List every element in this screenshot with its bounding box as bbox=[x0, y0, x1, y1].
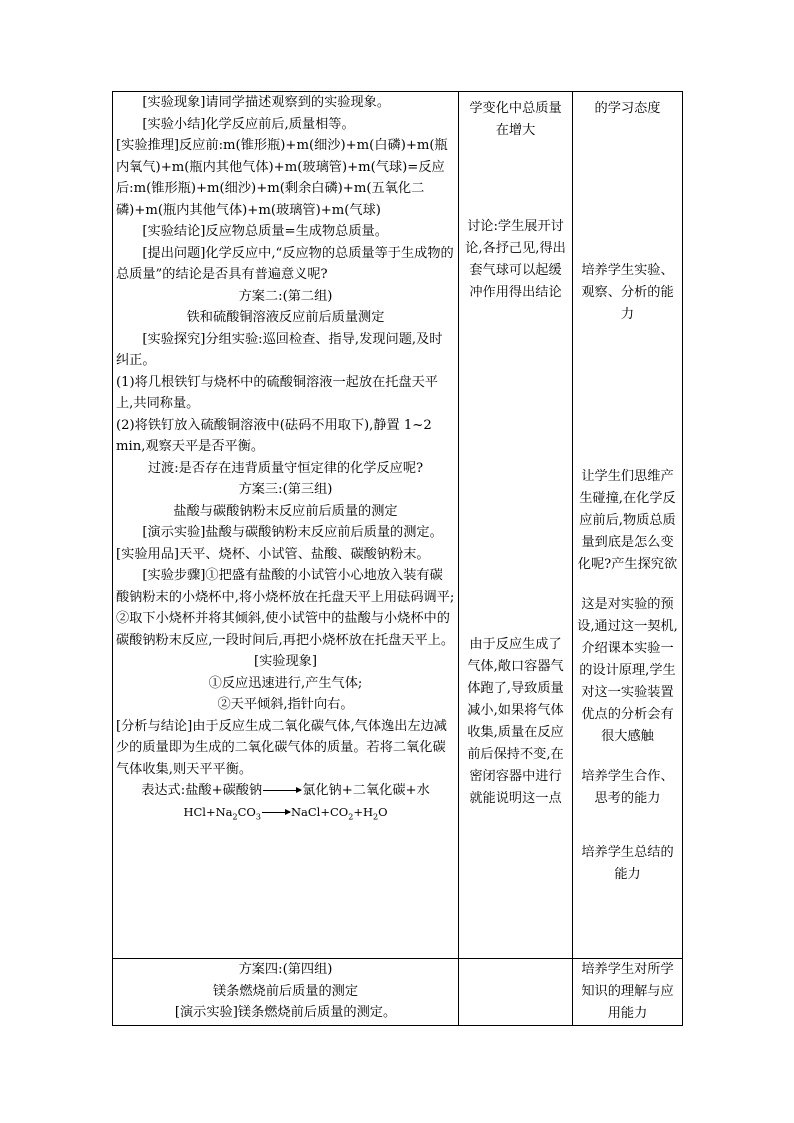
student-note-mass: 学变化中总质量在增大 bbox=[469, 101, 562, 138]
intent-application: 培养学生对所学知识的理解与应用能力 bbox=[581, 962, 674, 1021]
teacher-activity-cell bbox=[113, 959, 459, 1026]
intent-attitude: 的学习态度 bbox=[594, 101, 661, 116]
experiment-step-2: ②取下小烧杯并将其倾斜,使小试管中的盐酸与小烧杯中的碳酸钠粉末反应,一段时间后,再把小烧杯放在托盘天平上。 bbox=[116, 611, 455, 648]
experiment-summary: [实验小结]化学反应前后,质量相等。 bbox=[142, 116, 355, 132]
plan-two-step-1: (1)将几根铁钉与烧杯中的硫酸铜溶液一起放在托盘天平上,共同称量。 bbox=[116, 374, 438, 411]
chemical-equation bbox=[113, 802, 458, 828]
plan-four-title: 镁条燃烧前后质量的测定 bbox=[212, 983, 359, 999]
eq-part: CO bbox=[237, 804, 256, 819]
transition-question: 过渡:是否存在违背质量守恒定律的化学反应呢? bbox=[147, 460, 424, 476]
experiment-conclusion: [实验结论]反应物总质量=生成物总质量。 bbox=[142, 224, 388, 239]
student-activity-cell bbox=[459, 92, 573, 959]
reaction-arrow-icon bbox=[262, 812, 290, 813]
student-note-discussion: 讨论:学生展开讨论,各抒己见,得出套气球可以起缓冲作用得出结论 bbox=[465, 219, 566, 300]
eq-subscript: 2 bbox=[372, 811, 379, 821]
table-row bbox=[113, 92, 683, 959]
eq-part: NaCl+CO bbox=[290, 804, 349, 819]
experiment-supplies: [实验用品]天平、烧杯、小试管、盐酸、碳酸钠粉末。 bbox=[116, 546, 430, 562]
plan-three-title: 盐酸与碳酸钠粉末反应前后质量的测定 bbox=[173, 503, 398, 519]
plan-four-heading: 方案四:(第四组) bbox=[238, 962, 333, 977]
experiment-phenomenon-prompt: [实验现象]请同学描述观察到的实验现象。 bbox=[142, 95, 391, 110]
intent-preset: 这是对实验的预设,通过这一契机,介绍课本实验一的设计原理,学生对这一实验装置优点的分析会有很大感触 bbox=[577, 597, 678, 744]
eq-part: +H bbox=[353, 804, 373, 819]
plan-two-step-2: (2)将铁钉放入硫酸铜溶液中(砝码不用取下),静置 1~2 min,观察天平是否平衡。 bbox=[116, 417, 432, 454]
reaction-arrow-icon bbox=[263, 790, 301, 791]
design-intent-cell bbox=[573, 92, 683, 959]
analysis-conclusion: [分析与结论]由于反应生成二氧化碳气体,气体逸出左边减少的质量即为生成的二氧化碳气体的质量。若将二氧化碳气体收集,则天平平衡。 bbox=[116, 718, 447, 777]
plan-two-heading: 方案二:(第二组) bbox=[238, 288, 333, 304]
design-intent-cell bbox=[573, 959, 683, 1026]
demo-experiment: [演示实验]盐酸与碳酸钠粉末反应前后质量的测定。 bbox=[142, 525, 443, 540]
phenomenon-heading: [实验现象] bbox=[253, 654, 318, 669]
plan-three-heading: 方案三:(第三组) bbox=[238, 482, 333, 497]
intent-experiment-skills: 培养学生实验、观察、分析的能力 bbox=[581, 263, 674, 322]
table-row bbox=[113, 959, 683, 1026]
word-equation-reactants: 表达式:盐酸+碳酸钠 bbox=[141, 783, 263, 798]
word-equation-products: 氯化钠+二氧化碳+水 bbox=[302, 783, 430, 798]
eq-part: HCl+Na bbox=[183, 804, 233, 819]
student-activity-cell bbox=[459, 959, 573, 1026]
eq-part: O bbox=[378, 804, 388, 819]
phenomenon-1: ①反应迅速进行,产生气体; bbox=[208, 675, 363, 691]
phenomenon-2: ②天平倾斜,指针向右。 bbox=[217, 697, 354, 712]
teacher-activity-cell bbox=[113, 92, 459, 959]
intent-curiosity: 让学生们思维产生碰撞,在化学反应前后,物质总质量到底是怎么变化呢?产生探究欲 bbox=[577, 469, 678, 572]
eq-subscript: 2 bbox=[232, 811, 238, 821]
intent-summary: 培养学生总结的能力 bbox=[581, 845, 674, 882]
word-equation bbox=[113, 780, 458, 802]
experiment-reasoning: [实验推理]反应前:m(锥形瓶)+m(细沙)+m(白磷)+m(瓶内氧气)+m(瓶内其他气体)+m(玻璃管)+m(气球)=反应后:m(锥形瓶)+m(细沙)+m(剩余白磷)+m(五氧化二磷)+m(瓶内其他气体)+m(玻璃管)+m(气球) bbox=[116, 138, 448, 218]
plan-two-title: 铁和硫酸铜溶液反应前后质量测定 bbox=[186, 310, 385, 325]
eq-subscript: 3 bbox=[255, 811, 261, 821]
lesson-plan-table bbox=[112, 91, 683, 1026]
student-note-gas: 由于反应生成了气体,敞口容器气体跑了,导致质量减小,如果将气体收集,质量在反应前后保持不变,在密闭容器中进行就能说明这一点 bbox=[467, 637, 564, 806]
plan-two-inquiry: [实验探究]分组实验:巡回检查、指导,发现问题,及时纠正。 bbox=[116, 331, 443, 368]
experiment-step-1: [实验步骤]①把盛有盐酸的小试管小心地放入装有碳酸钠粉末的小烧杯中,将小烧杯放在托盘天平上用砝码调平; bbox=[116, 568, 455, 605]
eq-subscript: 2 bbox=[348, 811, 354, 821]
intent-cooperation: 培养学生合作、思考的能力 bbox=[581, 769, 674, 806]
plan-four-demo: [演示实验]镁条燃烧前后质量的测定。 bbox=[174, 1005, 397, 1020]
question-raised: [提出问题]化学反应中,“反应物的总质量等于生成物的总质量”的结论是否具有普遍意义呢? bbox=[116, 245, 454, 282]
